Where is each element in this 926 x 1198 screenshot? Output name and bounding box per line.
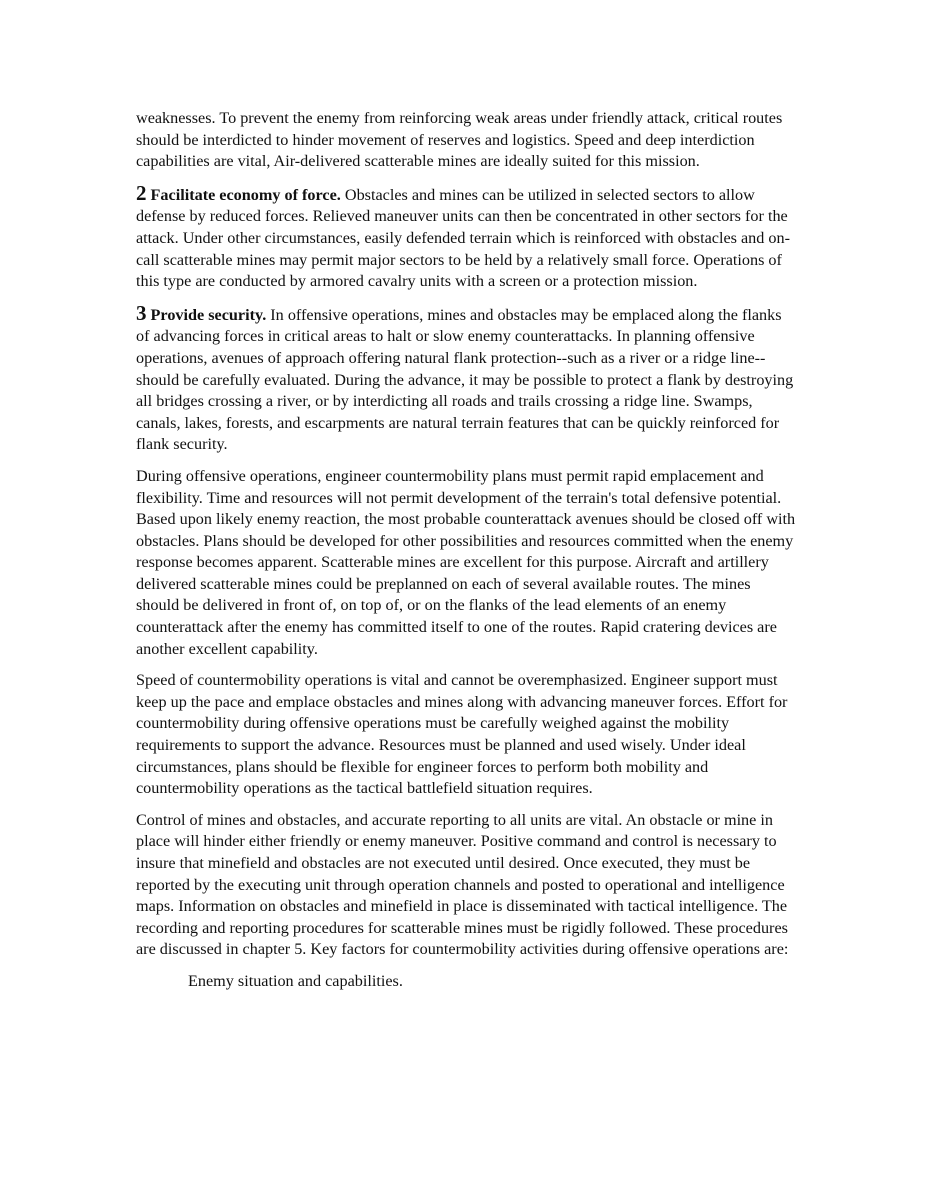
item-text: Obstacles and mines can be utilized in selected sectors to allow defense by reduced forces. Relieved maneuver units can then be concentrated in other sectors for the attack. Under other circumstances, easily defended terrain which is reinforced with obstacles and on-call scatterable mines may permit major sectors to be held by a relatively small force. Operations of this type are conducted by armored cavalry units with a screen or a protection mission. — [136, 185, 790, 291]
item-heading: Facilitate economy of force. — [150, 185, 341, 204]
paragraph-control-of-mines: Control of mines and obstacles, and accurate reporting to all units are vital. An obstacle or mine in place will hinder either friendly or enemy maneuver. Positive command and control is necessary to insure that minefield and obstacles are not executed until desired. Once executed, they must be reported by the executing unit through operation channels and posted to operational and intelligence maps. Information on obstacles and minefield in place is disseminated with tactical intelligence. The recording and reporting procedures for scatterable mines must be rigidly followed. These procedures are discussed in chapter 5. Key factors for countermobility activities during offensive operations are: — [136, 810, 789, 959]
item-number: 3 — [136, 300, 147, 325]
item-heading: Provide security. — [150, 305, 267, 324]
numbered-item-economy-of-force — [136, 180, 796, 293]
paragraph-offensive-operations: During offensive operations, engineer countermobility plans must permit rapid emplacement and flexibility. Time and resources will not permit development of the terrain's total defensive potential. Based upon likely enemy reaction, the most probable counterattack avenues should be closed off with obstacles. Plans should be developed for other possibilities and resources committed when the enemy response becomes apparent. Scatterable mines are excellent for this purpose. Aircraft and artillery delivered scatterable mines could be preplanned on each of several available routes. The mines should be delivered in front of, on top of, or on the flanks of the lead elements of an enemy counterattack after the enemy has committed itself to one of the routes. Rapid cratering devices are another excellent capability. — [136, 466, 796, 658]
paragraph-speed-of-countermobility: Speed of countermobility operations is vital and cannot be overemphasized. Engineer support must keep up the pace and emplace obstacles and mines along with advancing maneuver forces. Effort for countermobility during offensive operations must be carefully weighed against the mobility requirements to support the advance. Resources must be planned and used wisely. Under ideal circumstances, plans should be flexible for engineer forces to perform both mobility and countermobility operations as the tactical battlefield situation requires. — [136, 671, 788, 798]
numbered-item-provide-security — [136, 300, 796, 456]
key-factor-list-item: Enemy situation and capabilities. — [188, 971, 403, 990]
paragraph-continued: weaknesses. To prevent the enemy from reinforcing weak areas under friendly attack, critical routes should be interdicted to hinder movement of reserves and logistics. Speed and deep interdiction capabilities are vital, Air-delivered scatterable mines are ideally suited for this mission. — [136, 109, 783, 171]
item-text: In offensive operations, mines and obstacles may be emplaced along the flanks of advancing forces in critical areas to halt or slow enemy counterattacks. In planning offensive operations, avenues of approach offering natural flank protection--such as a river or a ridge line--should be carefully evaluated. During the advance, it may be possible to protect a flank by destroying all bridges crossing a river, or by interdicting all roads and trails crossing a ridge line. Swamps, canals, lakes, forests, and escarpments are natural terrain features that can be quickly reinforced for flank security. — [136, 305, 794, 454]
item-number: 2 — [136, 180, 147, 205]
document-page — [136, 108, 796, 993]
